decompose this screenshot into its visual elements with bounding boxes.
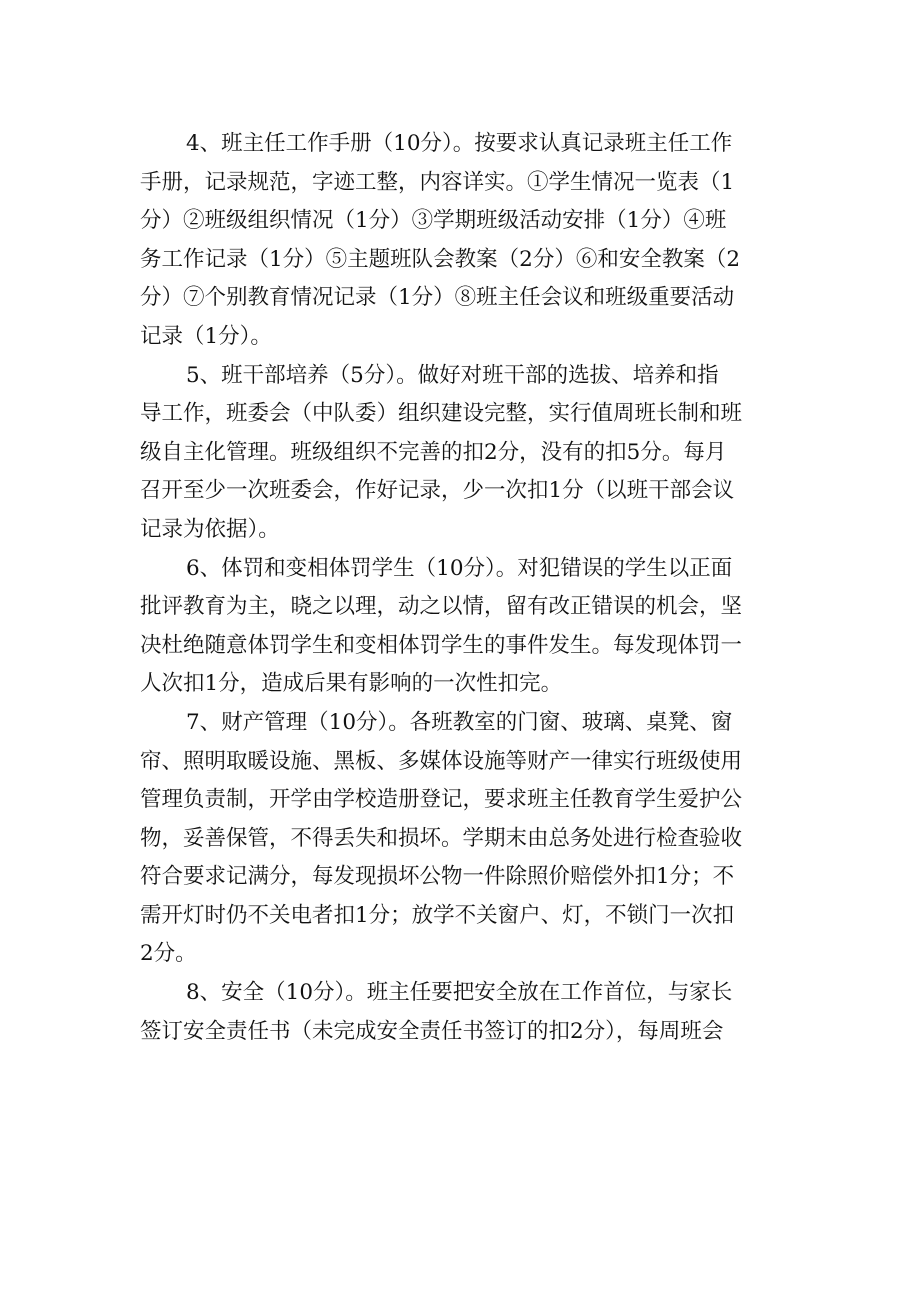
text-line: 级自主化管理。班级组织不完善的扣2分，没有的扣5分。每月 — [140, 439, 727, 465]
text-line: 分）⑦个别教育情况记录（1分）⑧班主任会议和班级重要活动 — [140, 285, 735, 311]
text-line: 人次扣1分，造成后果有影响的一次性扣完。 — [140, 671, 563, 697]
text-line: 符合要求记满分，每发现损坏公物一件除照价赔偿外扣1分；不 — [140, 864, 735, 890]
text-line: 分）②班级组织情况（1分）③学期班级活动安排（1分）④班 — [140, 208, 727, 234]
text-line: 记录为依据）。 — [140, 516, 280, 542]
document-page — [140, 125, 785, 1051]
text-line: 管理负责制，开学由学校造册登记，要求班主任教育学生爱护公 — [140, 787, 743, 813]
text-line: 决杜绝随意体罚学生和变相体罚学生的事件发生。每发现体罚一 — [140, 632, 743, 658]
text-line: 8、安全（10分）。班主任要把安全放在工作首位，与家长 — [186, 980, 733, 1006]
paragraph-6-corporal-punishment — [140, 550, 785, 704]
text-line: 7、财产管理（10分）。各班教室的门窗、玻璃、桌凳、窗 — [186, 709, 733, 735]
text-line: 需开灯时仍不关电者扣1分；放学不关窗户、灯，不锁门一次扣 — [140, 902, 735, 928]
text-line: 手册，记录规范，字迹工整，内容详实。①学生情况一览表（1 — [140, 169, 735, 195]
text-line: 6、体罚和变相体罚学生（10分）。对犯错误的学生以正面 — [186, 555, 733, 581]
text-line: 批评教育为主，晓之以理，动之以情，留有改正错误的机会，坚 — [140, 594, 743, 620]
text-line: 导工作，班委会（中队委）组织建设完整，实行值周班长制和班 — [140, 401, 743, 427]
paragraph-4-class-teacher-handbook — [140, 125, 785, 357]
text-line: 2分。 — [140, 941, 197, 967]
paragraph-8-safety — [140, 974, 785, 1051]
paragraph-5-class-cadre-training — [140, 357, 785, 550]
text-line: 帘、照明取暖设施、黑板、多媒体设施等财产一律实行班级使用 — [140, 748, 743, 774]
text-line: 召开至少一次班委会，作好记录，少一次扣1分（以班干部会议 — [140, 478, 735, 504]
text-line: 物，妥善保管，不得丢失和损坏。学期末由总务处进行检查验收 — [140, 825, 743, 851]
text-line: 签订安全责任书（未完成安全责任书签订的扣2分），每周班会 — [140, 1018, 724, 1044]
text-line: 记录（1分）。 — [140, 323, 272, 349]
paragraph-7-property-management — [140, 704, 785, 974]
text-line: 4、班主任工作手册（10分）。按要求认真记录班主任工作 — [186, 131, 733, 156]
text-line: 5、班干部培养（5分）。做好对班干部的选拔、培养和指 — [186, 362, 719, 388]
text-line: 务工作记录（1分）⑤主题班队会教案（2分）⑥和安全教案（2 — [140, 246, 741, 272]
